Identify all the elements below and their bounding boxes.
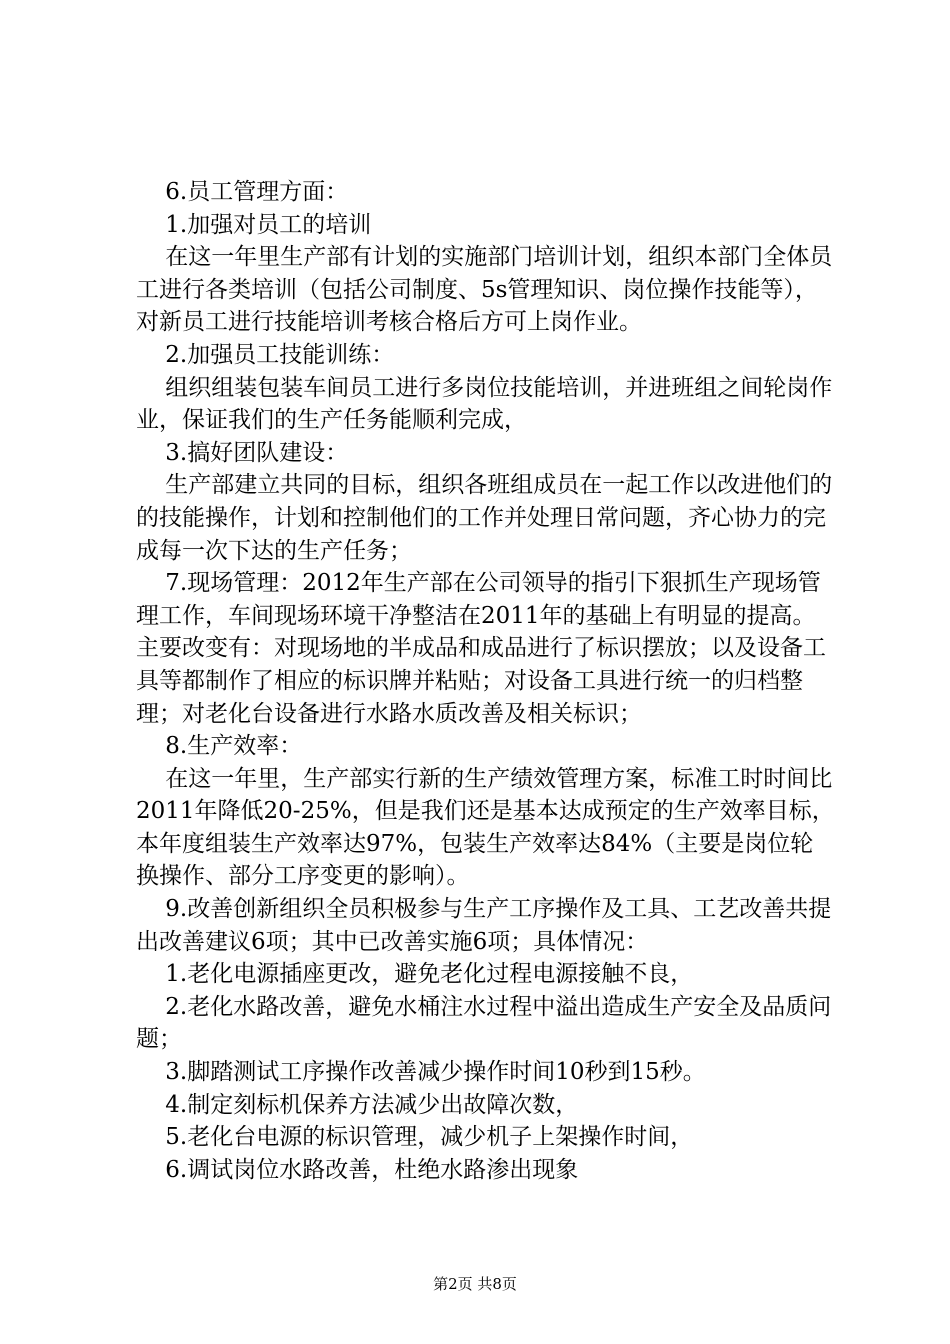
paragraph-site-management: 7.现场管理：2012年生产部在公司领导的指引下狠抓生产现场管理工作，车间现场环境干净整洁在2011年的基础上有明显的提高。主要改变有：对现场地的半成品和成品进行了标识摆放；以及设备工具等都制作了相应的标识牌并粘贴；对设备工具进行统一的归档整理；对老化台设备进行水路水质改善及相关标识； [136, 570, 826, 727]
paragraph-efficiency: 在这一年里，生产部实行新的生产绩效管理方案，标准工时时间比2011年降低20-25%，但是我们还是基本达成预定的生产效率目标，本年度组装生产效率达97%，包装生产效率达84%（主要是岗位轮换操作、部分工序变更的影响）。 [136, 765, 835, 890]
list-item-1: 1.老化电源插座更改，避免老化过程电源接触不良， [136, 961, 694, 988]
list-item-2: 2.老化水路改善，避免水桶注水过程中溢出造成生产安全及品质问题； [136, 993, 832, 1053]
page-number: 第2页 共8页 [433, 1275, 517, 1293]
list-item-3: 3.脚踏测试工序操作改善减少操作时间10秒到15秒。 [136, 1059, 706, 1086]
list-item-6: 6.调试岗位水路改善，杜绝水路渗出现象 [136, 1156, 579, 1183]
document-body [136, 176, 836, 1186]
section-heading-staff-management: 6.员工管理方面： [136, 179, 349, 205]
page-footer [0, 1274, 950, 1294]
paragraph-team-building: 生产部建立共同的目标，组织各班组成员在一起工作以改进他们的的技能操作，计划和控制他们的工作并处理日常问题，齐心协力的完成每一次下达的生产任务； [136, 472, 833, 564]
paragraph-improvement: 9.改善创新组织全员积极参与生产工序操作及工具、工艺改善共提出改善建议6项；其中已改善实施6项；具体情况： [136, 896, 832, 955]
paragraph-training: 在这一年里生产部有计划的实施部门培训计划，组织本部门全体员工进行各类培训（包括公司制度、5s管理知识、岗位操作技能等），对新员工进行技能培训考核合格后方可上岗作业。 [136, 244, 833, 336]
subheading-skill-training: 2.加强员工技能训练： [136, 341, 395, 368]
paragraph-skill-training: 组织组装包装车间员工进行多岗位技能培训，并进班组之间轮岗作业，保证我们的生产任务能顺利完成， [136, 374, 833, 434]
subheading-training: 1.加强对员工的培训 [136, 211, 372, 238]
list-item-5: 5.老化台电源的标识管理，减少机子上架操作时间， [136, 1124, 694, 1151]
subheading-efficiency: 8.生产效率： [136, 733, 303, 760]
subheading-team-building: 3.搞好团队建设： [136, 439, 349, 466]
list-item-4: 4.制定刻标机保养方法减少出故障次数， [136, 1091, 579, 1118]
